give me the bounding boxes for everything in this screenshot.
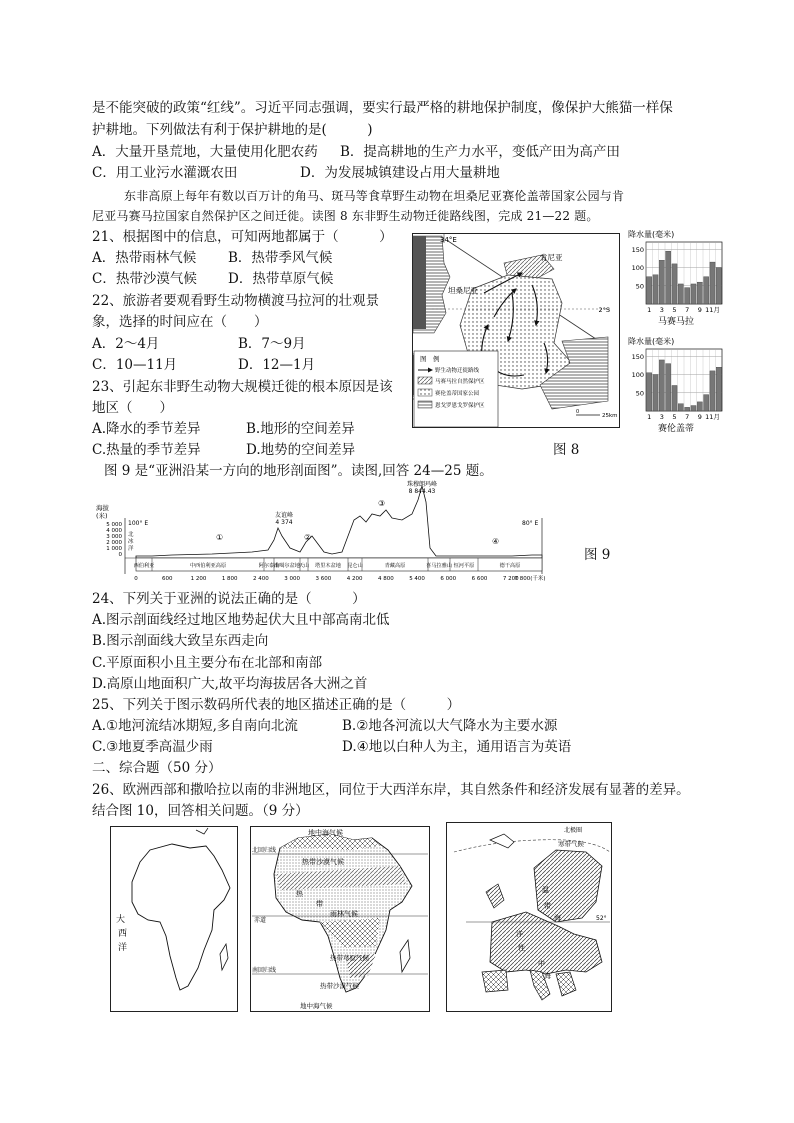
q21-option-c: C．热带沙漠气候 [92,271,197,287]
region-label: 塔里木盆地 [315,563,341,569]
precip-bar [697,282,702,304]
q25-option-c: C.③地夏季高温少雨 [92,739,213,755]
q20-option-c: C．用工业污水灌溉农田 [92,165,238,181]
q25-option-b: B.②地各河流以大气降水为主要水源 [342,718,558,734]
q24-stem: 24、下列关于亚洲的说法正确的是（ ） [92,591,366,607]
precip-bar [685,407,690,411]
x-tick-label: 5 [672,306,677,314]
precip-bar [710,262,715,304]
svg-text:0: 0 [576,409,580,415]
x-tick-label: 3 [659,306,664,314]
q23-option-a: A.降水的季节差异 [92,421,201,437]
fig9-marker-2: ② [304,533,312,542]
q20-option-a: A．大量开垦荒地，大量使用化肥农药 [92,144,318,160]
fig9-left-lon: 100° E [128,520,149,527]
fig8-legend-1: 野生动物迁徙路线 [435,368,480,374]
region-label: 西伯利亚 [133,563,155,569]
x-tick-label: 4 800 [377,576,394,582]
fig10-af-label: 雨林气候 [330,910,358,918]
fig9-youyi-name: 友谊峰 [274,512,294,519]
fig10-af-label: 热 [296,890,303,898]
precip-bar [659,360,664,411]
y-tick-label: 150 [631,352,644,361]
q24-option-c: C.平原面积小且主要分布在北部和南部 [92,655,323,671]
fig10-eu-label: 寒带气候 [558,840,584,848]
fig9-ylabel-1: 海拔 [96,504,109,512]
x-tick-label: 1 800 [221,576,238,582]
precip-bar [716,268,721,304]
section-2-heading: 二、综合题（50 分） [92,760,222,776]
x-tick-label: 7 [685,413,690,421]
precip-bar [659,260,664,304]
intro-line-2: 尼亚马赛马拉国家自然保护区之间迁徙。读图 8 东非野生动物迁徙路线图，完成 21—22 题。 [92,209,599,223]
fig10-af-label: 热带草原气候 [330,954,369,962]
q23-stem-1: 23、引起东非野生动物大规模迁徙的根本原因是该 [92,379,393,395]
q22-option-b: B．7～9月 [238,336,306,352]
q25-option-a: A.①地河流结冰期短,多自南向北流 [92,718,298,734]
masai-mara-precip-chart [624,228,728,328]
q23-option-d: D.地势的空间差异 [246,442,356,458]
q20-option-d: D．为发展城镇建设占用大量耕地 [300,165,500,181]
x-tick-label: 3 000 [284,576,301,582]
fig8-lon: 34°E [440,236,457,244]
x-tick-label: 7 [685,306,690,314]
region-label: 德干高原 [499,563,521,569]
x-tick-label: 5 [672,413,677,421]
q23-option-b: B.地形的空间差异 [246,421,355,437]
q25-stem: 25、下列关于图示数码所代表的地区描述正确的是（ ） [92,697,461,713]
precip-bar [653,375,658,411]
fig9-ytick: 2 000 [106,540,122,546]
fig10-eu-label: 温 [542,886,549,894]
fig10-eu-label: 海 [554,914,561,922]
fig9-ytick: 4 000 [106,528,122,534]
fig8-scale: 25km [602,413,618,419]
precip-bar [704,395,709,411]
x-tick-label: 6 000 [440,576,457,582]
fig10-af-label: 北回归线 [252,847,277,854]
precip-bar [647,373,652,411]
q22-stem-2: 象，选择的时间应在（ ） [92,314,268,330]
fig9-ytick: 1 000 [106,546,122,552]
figure-10-europe-climate [446,822,612,1012]
q20-stem-2: 护耕地。下列做法有利于保护耕地的是( ) [92,122,373,138]
fig10-eu-label: 洋 [516,930,523,938]
fig10-atlantic-char: 西 [118,929,128,939]
figure-9-profile [92,478,562,586]
q23-stem-2: 地区（ ） [92,400,173,416]
y-tick-label: 50 [635,282,644,291]
fig9-youyi-height: 4 374 [275,519,293,526]
precip-bar [653,275,658,304]
figure-8-caption: 图 8 [553,442,580,458]
region-label: 天山 [298,563,310,569]
precip-bar [691,406,696,411]
fig8-kenya: 肯尼亚 [540,253,563,262]
precip-bar [710,371,715,411]
figure-10-africa-outline [110,826,238,1012]
figure-8-map [412,233,620,428]
q22-option-a: A．2～4月 [92,336,160,352]
y-tick-label: 150 [631,245,644,254]
q21-option-d: D．热带草原气候 [228,271,334,287]
precip-bar [672,385,677,411]
fig10-eu-label: 52° [596,915,607,922]
fig8-lat: 2°S [598,306,610,314]
q22-option-c: C．10—11月 [92,357,178,373]
x-tick-label: 600 [161,576,173,582]
fig9-side: 北 [128,532,134,538]
x-tick-label: 4 200 [346,576,363,582]
x-tick-label: 0 [134,576,138,582]
x-tick-label: 7 200 [502,576,519,582]
q21-option-b: B．热带季风气候 [228,250,333,266]
q20-stem-1: 是不能突破的政策“红线”。习近平同志强调，要实行最严格的耕地保护制度，像保护大熊猫一样保 [92,100,673,116]
region-label: 中西伯利亚高原 [189,563,227,569]
x-tick-label: 1 [647,306,652,314]
y-tick-label: 100 [631,264,644,273]
precip-bar [685,288,690,304]
chart1-title: 马赛马拉 [657,317,695,327]
chart2-ylabel: 降水量(毫米) [628,337,675,346]
precip-bar [678,284,683,304]
chart1-ylabel: 降水量(毫米) [628,230,675,239]
region-label: 青藏高原 [384,563,406,569]
precip-bar [697,402,702,411]
q22-stem-1: 22、旅游者要观看野生动物横渡马拉河的壮观景 [92,293,380,309]
q24-option-a: A.图示剖面线经过地区地势起伏大且中部高南北低 [92,612,390,628]
fig8-tanzania: 坦桑尼亚 [448,286,478,295]
fig8-legend-title: 图 例 [420,355,440,363]
fig9-intro: 图 9 是“亚洲沿某一方向的地形剖面图”。读图,回答 24—25 题。 [104,463,493,479]
fig10-eu-label: 中 [538,960,545,968]
precip-bar [716,367,721,411]
region-label: 恒河平原 [453,563,475,569]
x-tick-label: 11月 [705,413,720,421]
q24-option-d: D.高原山地面积广大,故平均海拔居各大洲之首 [92,676,368,692]
fig8-legend-4: 恩戈罗恩戈罗保护区 [435,403,485,409]
precip-bar [647,277,652,304]
precip-bar [666,251,671,304]
fig9-ytick: 5 000 [106,522,122,528]
x-tick-label: 9 [697,413,702,421]
fig10-af-label: 赤道 [254,917,267,924]
precip-bar [691,284,696,304]
region-label: 准噶尔盆地 [274,563,300,569]
fig9-everest-name: 珠穆朗玛峰 [406,481,438,488]
fig10-eu-label: 性 [518,944,525,952]
x-tick-label: 3 600 [315,576,332,582]
fig8-legend-2: 马赛马拉自然保护区 [435,379,485,385]
y-tick-label: 100 [631,371,644,380]
fig9-marker-3: ③ [378,499,386,508]
figure-9-caption: 图 9 [584,547,611,563]
x-tick-label: 7 800(千米) [514,576,546,582]
q20-option-b: B．提高耕地的生产力水平，变低产田为高产田 [340,144,620,160]
fig10-eu-label: 海 [544,972,551,980]
fig10-af-label: 热带沙漠气候 [320,982,359,990]
fig9-marker-4: ④ [492,537,500,546]
region-label: 喜马拉雅山 [426,563,452,569]
fig10-af-label: 地中海气候 [300,1002,333,1010]
fig10-af-label: 南回归线 [252,967,277,974]
x-tick-label: 11月 [705,306,720,314]
q25-option-d: D.④地以白种人为主，通用语言为英语 [342,739,572,755]
fig10-atlantic-char: 洋 [118,943,128,953]
region-label: 阿尔泰山 [258,563,280,569]
fig9-marker-1: ① [216,533,224,542]
precip-bar [704,277,709,304]
precip-bar [666,364,671,411]
fig9-ytick: 0 [118,552,122,558]
fig9-ytick: 3 000 [106,534,122,540]
fig9-side: 冰 [128,539,134,545]
fig9-terrain [136,486,542,558]
intro-line-1: 东非高原上每年有数以百万计的角马、斑马等食草野生动物在坦桑尼亚赛伦盖蒂国家公园与肯 [124,189,625,203]
q21-option-a: A．热带雨林气候 [92,250,197,266]
precip-bar [678,404,683,411]
x-tick-label: 3 [659,413,664,421]
fig10-eu-label: 北极圈 [564,827,583,834]
figure-10-africa-climate [250,826,430,1012]
x-tick-label: 5 400 [409,576,425,582]
fig9-side: 洋 [128,546,134,552]
x-tick-label: 2 400 [253,576,269,582]
q26-line-1: 26、欧洲西部和撒哈拉以南的非洲地区，同位于大西洋东岸，其自然条件和经济发展有显著的差异。 [92,782,690,798]
fig10-af-label: 热带沙漠气候 [302,858,344,866]
q26-line-2: 结合图 10，回答相关问题。（9 分） [92,803,309,819]
fig10-af-label: 带 [316,900,323,908]
q21-stem: 21、根据图中的信息，可知两地都属于（ ） [92,229,393,245]
q22-option-d: D．12—1月 [238,357,316,373]
serengeti-precip-chart [624,335,728,435]
precip-bar [672,264,677,304]
fig10-eu-label: 带 [544,902,551,910]
region-label: 昆仑山 [347,563,363,569]
q23-option-c: C.热量的季节差异 [92,442,201,458]
fig10-atlantic-char: 大 [116,915,126,925]
x-tick-label: 1 200 [190,576,207,582]
x-tick-label: 1 [647,413,652,421]
fig9-ylabel-2: (米) [96,512,108,520]
fig9-everest-height: 8 844.43 [408,488,436,495]
x-tick-label: 9 [697,306,702,314]
y-tick-label: 50 [635,389,644,398]
fig8-legend-3: 赛伦盖蒂国家公园 [435,391,480,397]
x-tick-label: 6 600 [471,576,488,582]
fig10-af-label: 地中海气候 [308,829,343,837]
chart2-title: 赛伦盖蒂 [657,424,695,434]
fig9-right-lon: 80° E [522,520,539,527]
q24-option-b: B.图示剖面线大致呈东西走向 [92,633,269,649]
